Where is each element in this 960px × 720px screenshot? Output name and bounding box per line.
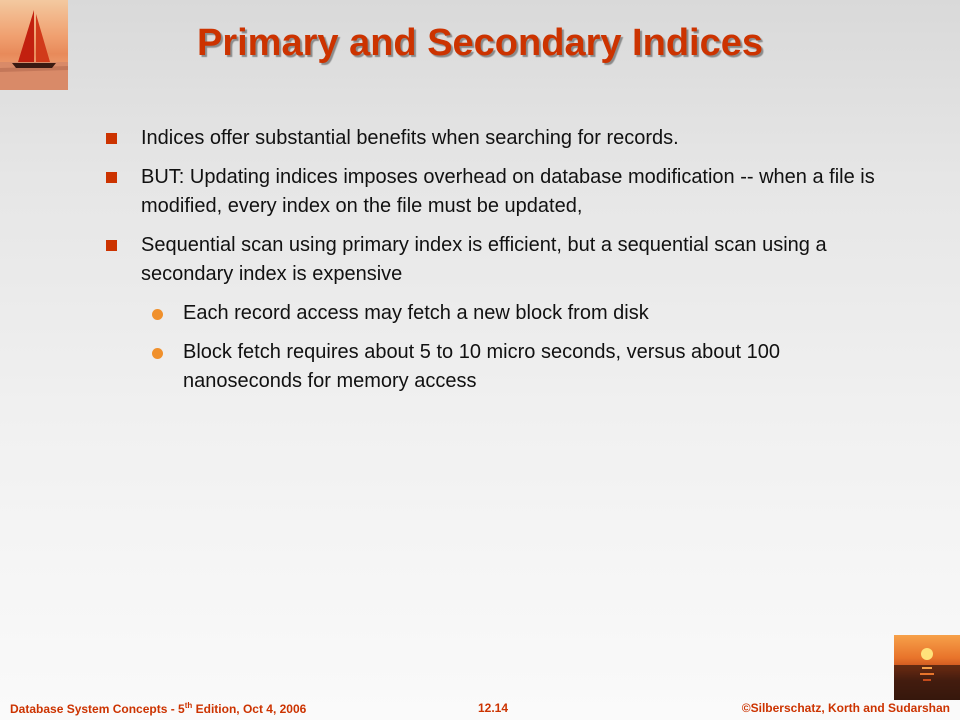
slide-content — [104, 124, 894, 406]
square-bullet-icon — [106, 133, 117, 144]
footer-copyright: ©Silberschatz, Korth and Sudarshan — [741, 701, 950, 715]
bullet-text: Indices offer substantial benefits when searching for records. — [141, 127, 679, 149]
round-bullet-icon — [152, 309, 163, 320]
sunset-image — [894, 635, 960, 700]
bullet-item — [104, 163, 894, 221]
bullet-item — [104, 124, 894, 153]
footer-page-number: 12.14 — [478, 701, 509, 715]
round-bullet-icon — [152, 348, 163, 359]
sub-bullet-item — [104, 338, 894, 396]
square-bullet-icon — [106, 240, 117, 251]
bullet-text: BUT: Updating indices imposes overhead on database modification -- when a file is modified, every index on the file must be updated, — [141, 166, 875, 217]
square-bullet-icon — [106, 172, 117, 183]
footer-edition-text: Edition, Oct 4, 2006 — [192, 702, 307, 716]
sub-bullet-item — [104, 299, 894, 328]
footer-book-text: Database System Concepts - 5 — [10, 702, 185, 716]
bullet-item — [104, 231, 894, 289]
sub-bullet-text: Block fetch requires about 5 to 10 micro seconds, versus about 100 nanoseconds for memory access — [183, 341, 781, 392]
sub-bullet-text: Each record access may fetch a new block from disk — [183, 302, 649, 324]
bullet-text: Sequential scan using primary index is efficient, but a sequential scan using a secondary index is expensive — [141, 234, 827, 285]
slide-title: Primary and Secondary Indices — [196, 22, 763, 64]
footer-book-info — [10, 701, 306, 716]
footer-edition-sup: th — [184, 701, 193, 710]
